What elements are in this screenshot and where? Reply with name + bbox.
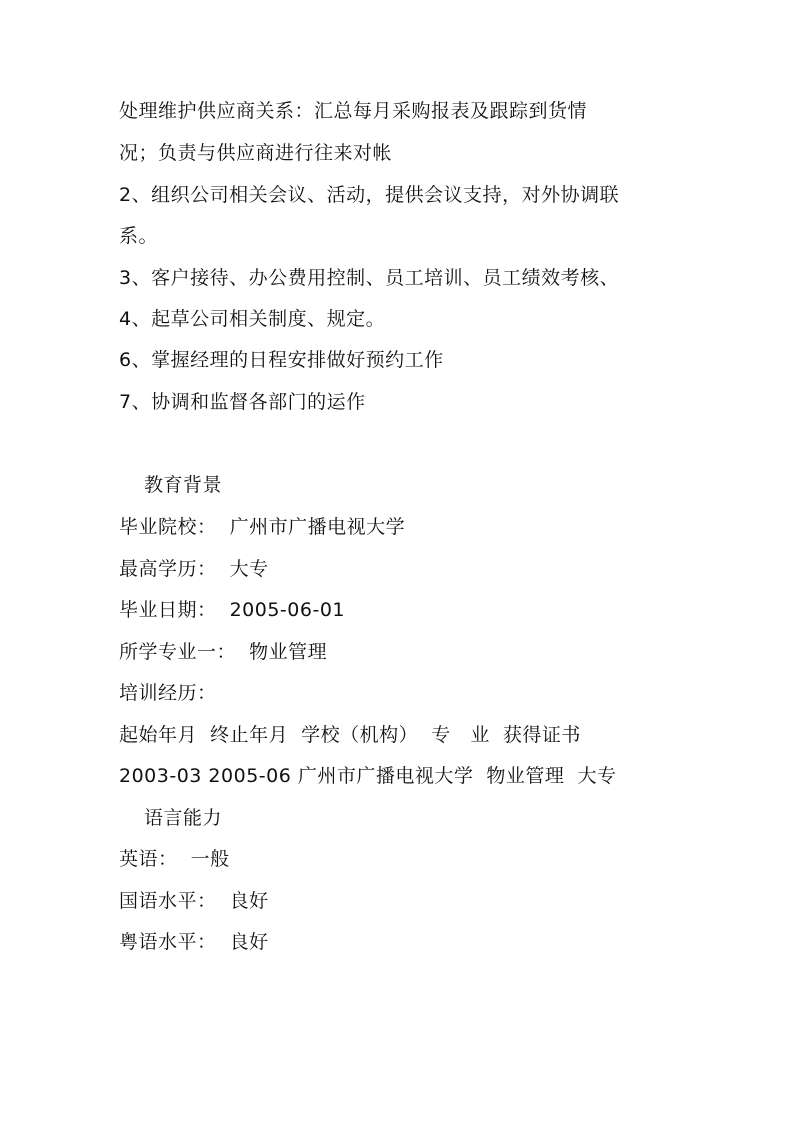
graduation-date: 毕业日期： 2005-06-01 xyxy=(119,599,345,621)
language-heading: 语言能力 xyxy=(144,807,223,829)
duty-line: 3、客户接待、办公费用控制、员工培训、员工绩效考核、 xyxy=(119,267,620,289)
duty-line: 4、起草公司相关制度、规定。 xyxy=(119,308,386,330)
education-heading: 教育背景 xyxy=(144,474,223,496)
duty-line: 7、协调和监督各部门的运作 xyxy=(119,391,366,413)
english-level: 英语： 一般 xyxy=(119,848,230,870)
duty-line: 况；负责与供应商进行往来对帐 xyxy=(119,142,393,164)
training-table-row: 2003-03 2005-06 广州市广播电视大学 物业管理 大专 xyxy=(119,765,617,787)
duty-line: 处理维护供应商关系：汇总每月采购报表及跟踪到货情 xyxy=(119,100,588,122)
major: 所学专业一： 物业管理 xyxy=(119,641,328,663)
highest-degree: 最高学历： 大专 xyxy=(119,558,269,580)
training-label: 培训经历： xyxy=(119,682,217,704)
graduation-school: 毕业院校： 广州市广播电视大学 xyxy=(119,516,406,538)
duty-line: 系。 xyxy=(119,225,159,247)
mandarin-level: 国语水平： 良好 xyxy=(119,890,269,912)
cantonese-level: 粤语水平： 良好 xyxy=(119,931,269,953)
training-table-header: 起始年月 终止年月 学校（机构） 专 业 获得证书 xyxy=(119,724,581,746)
duty-line: 6、掌握经理的日程安排做好预约工作 xyxy=(119,349,444,371)
duty-line: 2、组织公司相关会议、活动，提供会议支持，对外协调联 xyxy=(119,184,620,206)
